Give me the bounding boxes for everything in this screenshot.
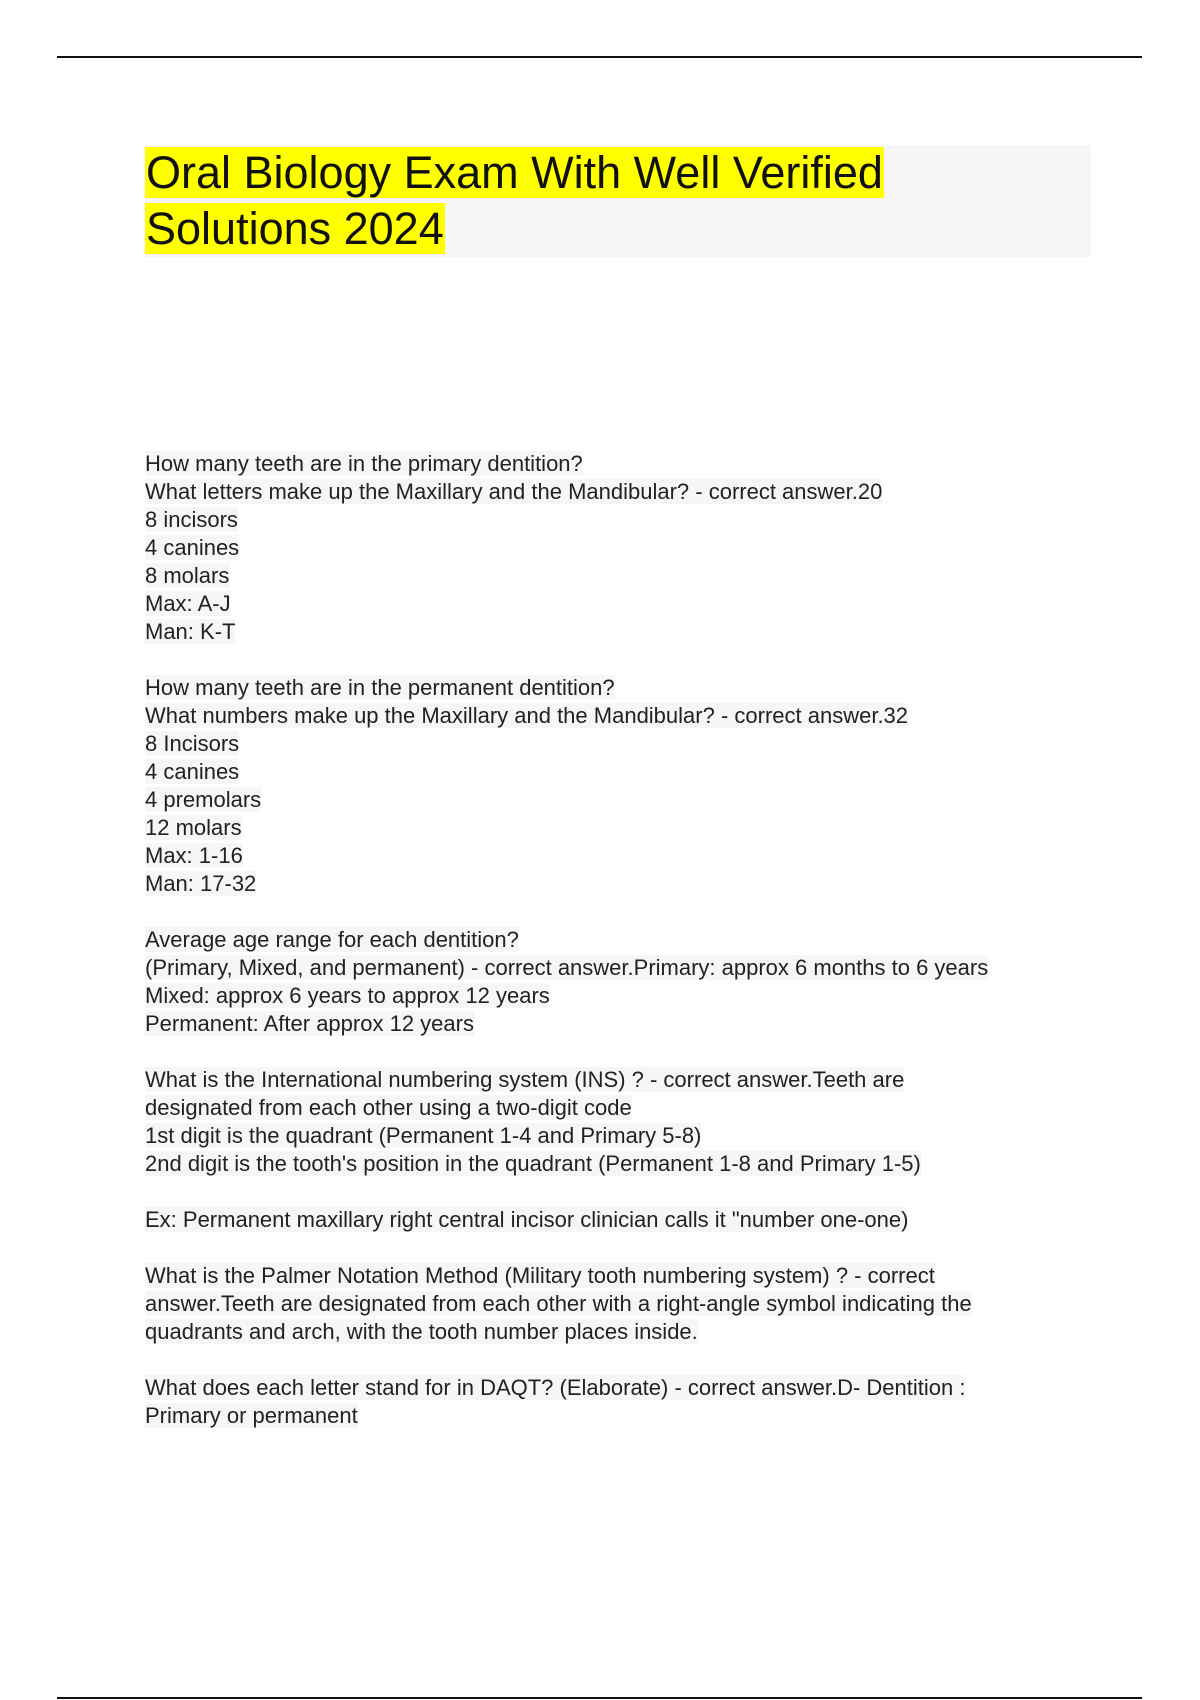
text-line: 8 molars xyxy=(145,563,230,588)
title-line-2: Solutions 2024 xyxy=(146,203,444,254)
text-line: How many teeth are in the primary dentition? xyxy=(145,451,583,476)
text-line: 4 canines xyxy=(145,759,240,784)
text-line: What numbers make up the Maxillary and the Mandibular? - correct answer.32 xyxy=(145,703,909,728)
text-line: What letters make up the Maxillary and the Mandibular? - correct answer.20 xyxy=(145,479,883,504)
text-line: 8 Incisors xyxy=(145,731,240,756)
text-line: What is the Palmer Notation Method (Military tooth numbering system) ? - correct xyxy=(145,1263,935,1288)
document-title xyxy=(145,145,1091,257)
top-rule xyxy=(57,56,1142,58)
text-line: designated from each other using a two-digit code xyxy=(145,1095,632,1120)
text-line: quadrants and arch, with the tooth number places inside. xyxy=(145,1319,698,1344)
qa-item-daqt xyxy=(145,1374,1095,1430)
text-line: Average age range for each dentition? xyxy=(145,927,519,952)
title-line-1: Oral Biology Exam With Well Verified xyxy=(146,147,883,198)
text-line: answer.Teeth are designated from each other with a right-angle symbol indicating the xyxy=(145,1291,972,1316)
text-line: Man: K-T xyxy=(145,619,236,644)
text-line: Permanent: After approx 12 years xyxy=(145,1011,474,1036)
qa-item-palmer-notation xyxy=(145,1262,1095,1346)
text-line: 1st digit is the quadrant (Permanent 1-4 and Primary 5-8) xyxy=(145,1123,702,1148)
text-line: What does each letter stand for in DAQT? (Elaborate) - correct answer.D- Dentition : xyxy=(145,1375,966,1400)
text-line: Primary or permanent xyxy=(145,1403,358,1428)
text-line: Max: A-J xyxy=(145,591,231,616)
text-line: Ex: Permanent maxillary right central incisor clinician calls it "number one-one) xyxy=(145,1207,909,1232)
text-line: (Primary, Mixed, and permanent) - correct answer.Primary: approx 6 months to 6 years xyxy=(145,955,989,980)
text-line: What is the International numbering system (INS) ? - correct answer.Teeth are xyxy=(145,1067,905,1092)
qa-item-permanent-dentition xyxy=(145,674,1095,898)
text-line: 12 molars xyxy=(145,815,242,840)
qa-item-age-range xyxy=(145,926,1095,1038)
text-line: 4 canines xyxy=(145,535,240,560)
text-line: 4 premolars xyxy=(145,787,262,812)
qa-item-ins xyxy=(145,1066,1095,1178)
qa-content xyxy=(145,450,1095,1458)
text-line: 2nd digit is the tooth's position in the quadrant (Permanent 1-8 and Primary 1-5) xyxy=(145,1151,921,1176)
bottom-rule xyxy=(57,1697,1142,1699)
qa-item-primary-dentition xyxy=(145,450,1095,646)
text-line: How many teeth are in the permanent dentition? xyxy=(145,675,615,700)
qa-item-ins-example xyxy=(145,1206,1095,1234)
title-block xyxy=(145,145,1091,257)
text-line: Mixed: approx 6 years to approx 12 years xyxy=(145,983,550,1008)
text-line: Max: 1-16 xyxy=(145,843,243,868)
text-line: 8 incisors xyxy=(145,507,238,532)
text-line: Man: 17-32 xyxy=(145,871,257,896)
